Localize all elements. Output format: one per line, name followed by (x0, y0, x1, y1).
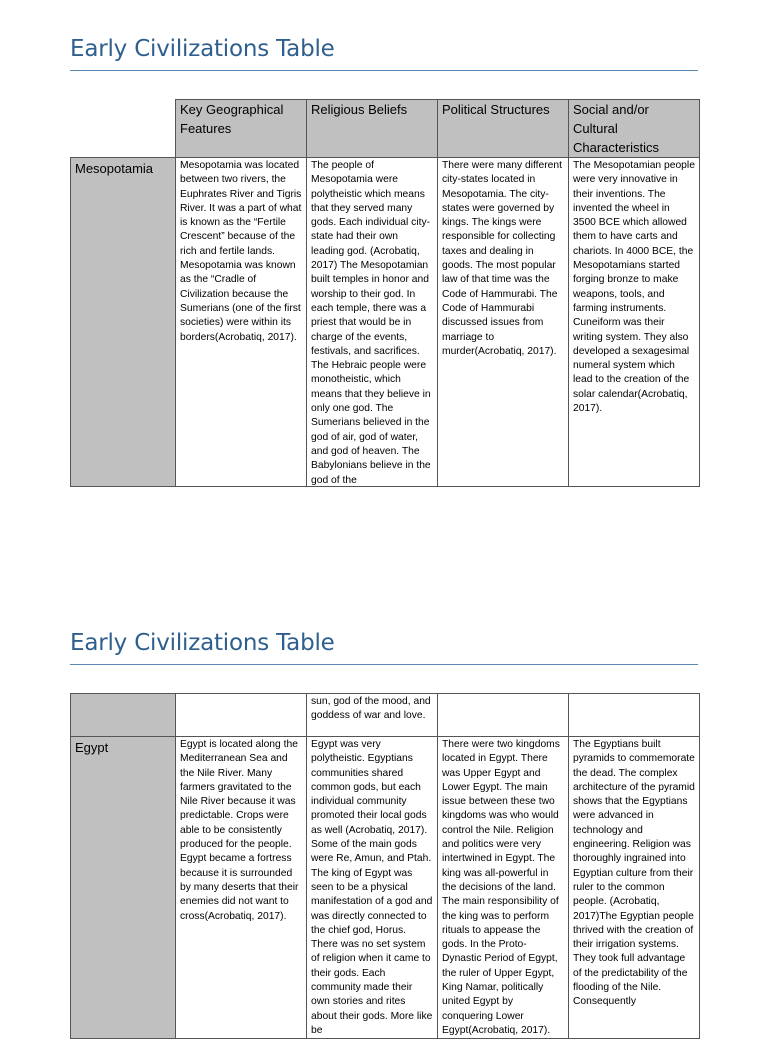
title-underline (70, 664, 698, 665)
cell-text: Egypt is located along the Mediterranean Sea and the Nile River. Many farmers gravitated to the Nile River because it was predictable. Crops were able to be consistently produced for the people. Egypt became a fortress because it is surrounded by many deserts that their enemies did not want to cross(Acrobatiq, 2017). (180, 739, 299, 922)
cell-empty (438, 694, 569, 737)
cell-text: Egypt was very polytheistic. Egyptians communities shared common gods, but each individual community promoted their local gods as well (Acrobatiq, 2017). Some of the main gods were Re, Amun, and Ptah. The king of Egypt was seen to be a physical manifestation of a god and was directly connected to the chief god, Horus. There was no set system of religion when it came to their gods. Each community made their own stories and rites about their gods. More like be (311, 739, 433, 1036)
header-religion: Religious Beliefs (307, 100, 438, 158)
cell-politics (438, 158, 569, 487)
cell-text: The Mesopotamian people were very innovative in their inventions. The invented the wheel in 3500 BCE which allowed them to have carts and chariots. In 4000 BCE, the Mesopotamians started forging bronze to make weapons, tools, and farming instruments. Cuneiform was their writing system. They also developed a sexagesimal numeral system which lead to the creation of the solar calendar(Acrobatiq, 2017). (573, 160, 695, 415)
cell-text: The Egyptians built pyramids to commemorate the dead. The complex architecture of the pyramid shows that the Egyptians were advanced in technology and engineering. Religion was thoroughly ingrained into Egyptian culture from their ruler to the common people. (Acrobatiq, 2017)The Egyptian people thrived with the creation of their irrigation systems. They took full advantage of the predictability of the flooding of the Nile. Consequently (573, 739, 695, 1008)
cell-social (569, 158, 700, 487)
cell-text: Mesopotamia was located between two rivers, the Euphrates River and Tigris River. It was a part of what is known as the “Fertile Crescent” because of the rich and fertile lands. Mesopotamia was known as the “Cradle of Civilization because the Sumerians (one of the first societies) were within its borders(Acrobatiq, 2017). (180, 160, 302, 343)
civilizations-table-continued (70, 693, 700, 1039)
table-row (71, 737, 700, 1039)
header-geography: Key Geographical Features (176, 100, 307, 158)
header-row (71, 100, 700, 158)
cell-religion-continued (307, 694, 438, 737)
continuation-row (71, 694, 700, 737)
row-label-mesopotamia: Mesopotamia (71, 158, 176, 487)
cell-politics (438, 737, 569, 1039)
cell-geography (176, 158, 307, 487)
page-title: Early Civilizations Table (70, 630, 335, 656)
cell-social (569, 737, 700, 1039)
table-row (71, 158, 700, 487)
cell-text: There were many different city-states located in Mesopotamia. The city-states were governed by kings. The kings were responsible for collecting taxes and dealing in goods. The most popular law of that time was the Code of Hammurabi. The Code of Hammurabi discussed issues from marriage to murder(Acrobatiq, 2017). (442, 160, 562, 357)
cell-text: sun, god of the mood, and goddess of war and love. (311, 696, 431, 722)
title-underline (70, 70, 698, 71)
cell-religion (307, 158, 438, 487)
corner-cell (71, 100, 176, 158)
header-social: Social and/or Cultural Characteristics (569, 100, 700, 158)
row-label-empty (71, 694, 176, 737)
cell-religion (307, 737, 438, 1039)
civilizations-table (70, 99, 700, 487)
row-label-egypt: Egypt (71, 737, 176, 1039)
cell-empty (569, 694, 700, 737)
header-politics: Political Structures (438, 100, 569, 158)
cell-empty (176, 694, 307, 737)
page-title: Early Civilizations Table (70, 36, 335, 62)
cell-text: There were two kingdoms located in Egypt. There was Upper Egypt and Lower Egypt. The main issue between these two kingdoms was who would control the Nile. Religion and politics were very intertwined in Egypt. The king was all-powerful in the decisions of the land. The main responsibility of the king was to perform rituals to appease the gods. In the Proto-Dynastic Period of Egypt, the ruler of Upper Egypt, King Namar, politically united Egypt by conquering Lower Egypt(Acrobatiq, 2017). (442, 739, 560, 1036)
cell-geography (176, 737, 307, 1039)
cell-text: The people of Mesopotamia were polytheistic which means that they served many gods. Each individual city-state had their own leading god. (Acrobatiq, 2017) The Mesopotamian built temples in honor and worship to their god. In each temple, there was a priest that would be in charge of the events, festivals, and sacrifices. The Hebraic people were monotheistic, which means that they believe in only one god. The Sumerians believed in the god of air, god of water, and god of heaven. The Babylonians believe in the god of the (311, 160, 431, 486)
